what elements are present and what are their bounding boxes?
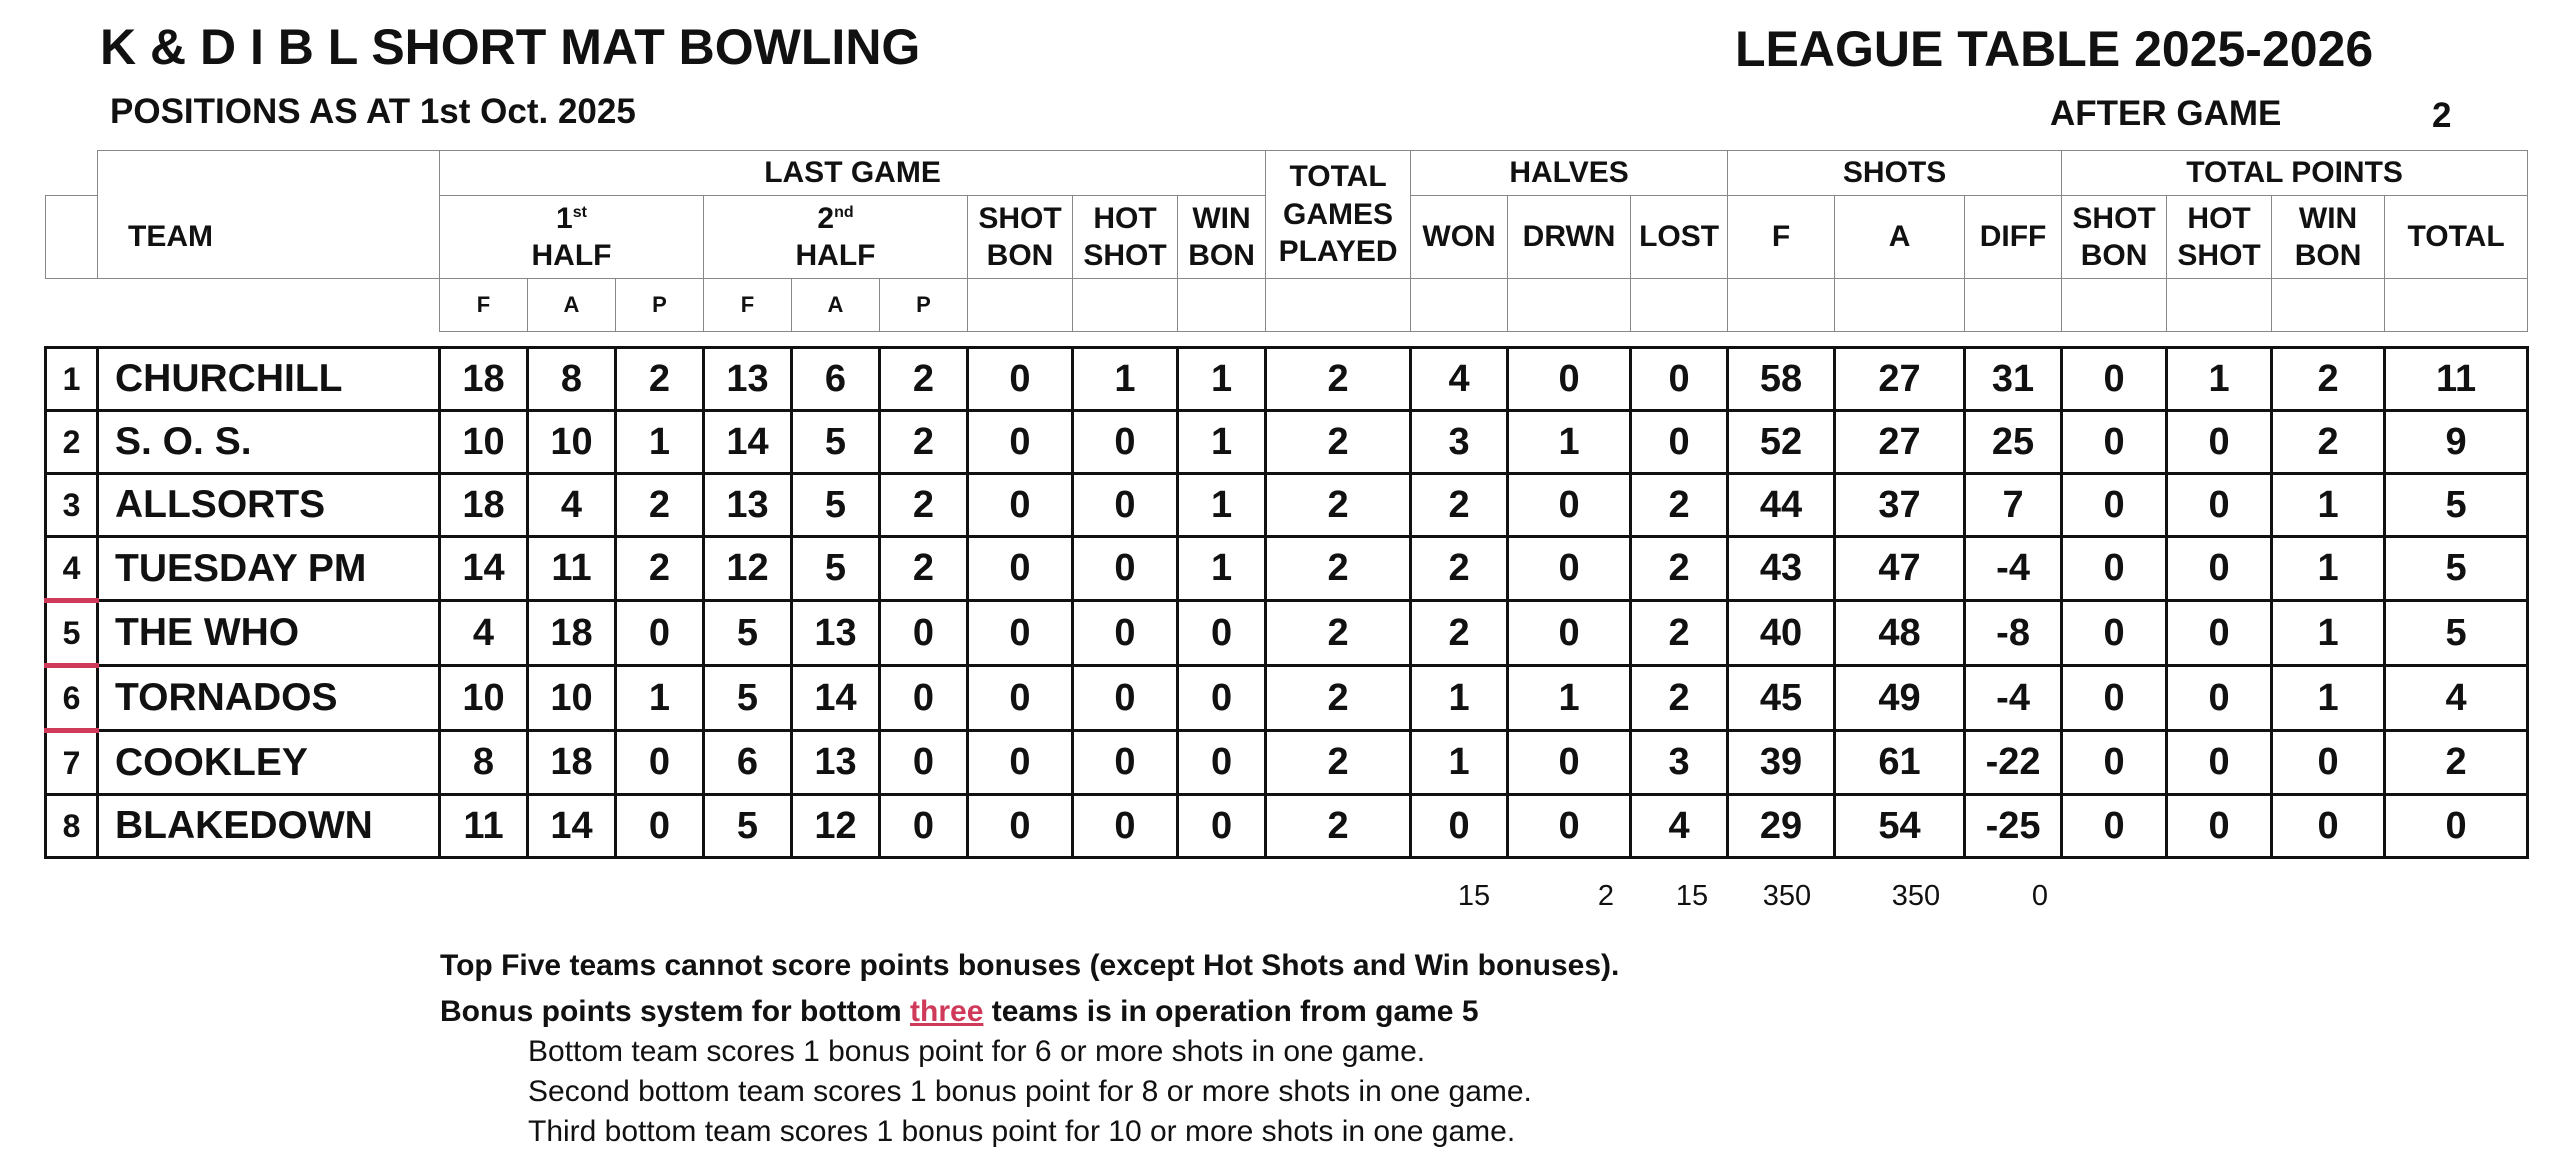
stat-cell: 7 [1965, 474, 2062, 537]
stat-cell: 0 [1508, 537, 1631, 601]
stat-cell: 8 [440, 731, 528, 795]
stat-cell: 5 [792, 537, 880, 601]
total-shots-f: 350 [1762, 880, 1812, 912]
stat-cell: 40 [1728, 601, 1835, 666]
stat-cell: 4 [1411, 348, 1508, 411]
stat-cell: 0 [2062, 731, 2167, 795]
stat-cell: 8 [528, 348, 616, 411]
stat-cell: 14 [704, 411, 792, 474]
note-third-bottom-team: Third bottom team scores 1 bonus point for 10 or more shots in one game. [528, 1115, 1516, 1148]
team-name-cell: ALLSORTS [98, 474, 440, 537]
stat-cell: 0 [968, 795, 1073, 858]
stat-cell: 1 [1178, 348, 1266, 411]
position-cell: 1 [46, 348, 98, 411]
stat-cell: 0 [2062, 601, 2167, 666]
stat-cell: 2 [1266, 666, 1411, 731]
positions-date: POSITIONS AS AT 1st Oct. 2025 [110, 92, 636, 131]
stat-cell: 13 [704, 474, 792, 537]
position-cell: 2 [46, 411, 98, 474]
stat-cell: 0 [1073, 411, 1178, 474]
stat-cell: 2 [880, 474, 968, 537]
total-lost: 15 [1675, 880, 1709, 912]
stat-cell: 2 [1266, 795, 1411, 858]
stat-cell: 14 [440, 537, 528, 601]
team-name-cell: CHURCHILL [98, 348, 440, 411]
note-second-bottom-team: Second bottom team scores 1 bonus point for 8 or more shots in one game. [528, 1075, 1532, 1108]
stat-cell: 0 [1178, 666, 1266, 731]
stat-cell: 44 [1728, 474, 1835, 537]
stat-cell: 18 [440, 474, 528, 537]
stat-cell: 0 [2272, 795, 2385, 858]
stat-cell: 10 [440, 411, 528, 474]
stat-cell: 2 [1631, 474, 1728, 537]
stat-cell: 0 [2167, 411, 2272, 474]
stat-cell: 1 [616, 666, 704, 731]
stat-cell: 0 [1073, 666, 1178, 731]
stat-cell: 2 [1631, 601, 1728, 666]
stat-cell: 0 [880, 731, 968, 795]
stat-cell: 1 [2272, 474, 2385, 537]
stat-cell: 2 [1266, 537, 1411, 601]
stat-cell: 1 [1178, 537, 1266, 601]
stat-cell: 0 [1411, 795, 1508, 858]
stat-cell: 0 [616, 601, 704, 666]
stat-cell: 0 [968, 601, 1073, 666]
stat-cell: 0 [880, 666, 968, 731]
table-row [46, 601, 2528, 666]
header-won: WON [1411, 196, 1508, 279]
stat-cell: 0 [2167, 537, 2272, 601]
stat-cell: 1 [2167, 348, 2272, 411]
total-diff: 0 [2031, 880, 2049, 912]
header-total-points: TOTAL POINTS [2062, 151, 2528, 196]
stat-cell: 48 [1835, 601, 1965, 666]
stat-cell: 1 [1411, 731, 1508, 795]
stat-cell: 2 [1411, 474, 1508, 537]
stat-cell: 5 [704, 666, 792, 731]
stat-cell: 0 [2062, 348, 2167, 411]
stat-cell: 13 [704, 348, 792, 411]
stat-cell: 0 [1073, 601, 1178, 666]
notes [440, 940, 2440, 1152]
stat-cell: 18 [440, 348, 528, 411]
stat-cell: 1 [2272, 666, 2385, 731]
total-won: 15 [1457, 880, 1491, 912]
stat-cell: 0 [880, 795, 968, 858]
position-cell: 5 [46, 601, 98, 666]
stat-cell: 2 [2272, 411, 2385, 474]
stat-cell: 0 [1508, 795, 1631, 858]
header-first-half: 1st HALF [440, 196, 704, 279]
stat-cell: 0 [1508, 731, 1631, 795]
after-game-value: 2 [2432, 96, 2452, 135]
table-row [46, 666, 2528, 731]
stat-cell: 14 [792, 666, 880, 731]
stat-cell: 4 [440, 601, 528, 666]
stat-cell: 0 [1178, 601, 1266, 666]
stat-cell: -25 [1965, 795, 2062, 858]
team-name-cell: THE WHO [98, 601, 440, 666]
table-title: LEAGUE TABLE 2025-2026 [1735, 21, 2374, 77]
stat-cell: 0 [2167, 474, 2272, 537]
stat-cell: 2 [1266, 601, 1411, 666]
note-bonus-system: Bonus points system for bottom three teams is in operation from game 5 [440, 995, 1479, 1028]
stat-cell: 1 [1508, 666, 1631, 731]
team-name-cell: TORNADOS [98, 666, 440, 731]
header-halves: HALVES [1411, 151, 1728, 196]
stat-cell: 2 [1266, 474, 1411, 537]
stat-cell: 0 [2062, 411, 2167, 474]
stat-cell: -4 [1965, 666, 2062, 731]
total-drwn: 2 [1597, 880, 1615, 912]
stat-cell: 2 [1266, 731, 1411, 795]
stat-cell: 6 [792, 348, 880, 411]
stat-cell: 31 [1965, 348, 2062, 411]
header-diff: DIFF [1965, 196, 2062, 279]
stat-cell: 2 [2385, 731, 2528, 795]
stat-cell: 47 [1835, 537, 1965, 601]
league-table [44, 150, 2529, 859]
header-drwn: DRWN [1508, 196, 1631, 279]
stat-cell: 11 [440, 795, 528, 858]
note-highlight-three: three [910, 995, 984, 1028]
stat-cell: 0 [968, 411, 1073, 474]
stat-cell: 5 [792, 474, 880, 537]
table-row [46, 731, 2528, 795]
stat-cell: 0 [2167, 666, 2272, 731]
header-h1-a: A [528, 279, 616, 332]
header-total: TOTAL [2385, 196, 2528, 279]
stat-cell: 18 [528, 601, 616, 666]
stat-cell: 39 [1728, 731, 1835, 795]
stat-cell: 10 [528, 411, 616, 474]
position-cell: 8 [46, 795, 98, 858]
stat-cell: 52 [1728, 411, 1835, 474]
stat-cell: 58 [1728, 348, 1835, 411]
header-points-shot-bon: SHOT BON [2062, 196, 2167, 279]
stat-cell: 0 [2272, 731, 2385, 795]
stat-cell: 6 [704, 731, 792, 795]
header-h1-p: P [616, 279, 704, 332]
stat-cell: 1 [1073, 348, 1178, 411]
stat-cell: 18 [528, 731, 616, 795]
position-cell: 4 [46, 537, 98, 601]
table-row [46, 474, 2528, 537]
league-title: K & D I B L SHORT MAT BOWLING [100, 19, 921, 75]
table-row [46, 411, 2528, 474]
team-name-cell: S. O. S. [98, 411, 440, 474]
stat-cell: 29 [1728, 795, 1835, 858]
stat-cell: 2 [1411, 601, 1508, 666]
stat-cell: 0 [880, 601, 968, 666]
header-h2-a: A [792, 279, 880, 332]
stat-cell: 27 [1835, 411, 1965, 474]
stat-cell: 10 [528, 666, 616, 731]
stat-cell: 2 [1631, 537, 1728, 601]
stat-cell: 0 [968, 731, 1073, 795]
stat-cell: 0 [616, 731, 704, 795]
stat-cell: 2 [880, 348, 968, 411]
header-shot-bon: SHOT BON [968, 196, 1073, 279]
stat-cell: 0 [1178, 795, 1266, 858]
stat-cell: 2 [616, 348, 704, 411]
stat-cell: 1 [1411, 666, 1508, 731]
stat-cell: 12 [704, 537, 792, 601]
header-h2-f: F [704, 279, 792, 332]
stat-cell: 0 [1073, 731, 1178, 795]
header-points-hot-shot: HOT SHOT [2167, 196, 2272, 279]
stat-cell: 49 [1835, 666, 1965, 731]
stat-cell: 0 [2062, 537, 2167, 601]
stat-cell: 1 [2272, 537, 2385, 601]
stat-cell: 13 [792, 731, 880, 795]
position-cell: 7 [46, 731, 98, 795]
position-cell: 3 [46, 474, 98, 537]
stat-cell: 10 [440, 666, 528, 731]
table-row [46, 537, 2528, 601]
header-h2-p: P [880, 279, 968, 332]
stat-cell: 0 [1073, 474, 1178, 537]
stat-cell: 0 [968, 537, 1073, 601]
stat-cell: 1 [2272, 601, 2385, 666]
stat-cell: 2 [880, 537, 968, 601]
header-second-half: 2nd HALF [704, 196, 968, 279]
stat-cell: 0 [1631, 411, 1728, 474]
header-h1-f: F [440, 279, 528, 332]
stat-cell: 13 [792, 601, 880, 666]
header-shots-f: F [1728, 196, 1835, 279]
stat-cell: 3 [1411, 411, 1508, 474]
stat-cell: 9 [2385, 411, 2528, 474]
table-row [46, 795, 2528, 858]
total-shots-a: 350 [1891, 880, 1941, 912]
stat-cell: 5 [704, 795, 792, 858]
stat-cell: 0 [1508, 601, 1631, 666]
header-shots: SHOTS [1728, 151, 2062, 196]
stat-cell: 0 [968, 474, 1073, 537]
header-team: TEAM [98, 196, 440, 279]
team-name-cell: TUESDAY PM [98, 537, 440, 601]
header-total-games-played: TOTAL GAMES PLAYED [1266, 151, 1411, 279]
stat-cell: -22 [1965, 731, 2062, 795]
stat-cell: 4 [1631, 795, 1728, 858]
team-name-cell: BLAKEDOWN [98, 795, 440, 858]
stat-cell: 5 [2385, 537, 2528, 601]
stat-cell: 0 [2062, 666, 2167, 731]
note-bottom-team: Bottom team scores 1 bonus point for 6 or more shots in one game. [528, 1035, 1426, 1068]
stat-cell: 14 [528, 795, 616, 858]
stat-cell: 1 [1508, 411, 1631, 474]
stat-cell: 12 [792, 795, 880, 858]
header-last-game: LAST GAME [440, 151, 1266, 196]
stat-cell: 0 [2167, 601, 2272, 666]
header-lost: LOST [1631, 196, 1728, 279]
team-name-cell: COOKLEY [98, 731, 440, 795]
stat-cell: 0 [1631, 348, 1728, 411]
stat-cell: 2 [616, 537, 704, 601]
stat-cell: 1 [1178, 411, 1266, 474]
stat-cell: 0 [2062, 795, 2167, 858]
stat-cell: 2 [1411, 537, 1508, 601]
stat-cell: 0 [2385, 795, 2528, 858]
stat-cell: 2 [1631, 666, 1728, 731]
stat-cell: 5 [2385, 474, 2528, 537]
position-cell: 6 [46, 666, 98, 731]
stat-cell: 0 [2062, 474, 2167, 537]
stat-cell: 11 [2385, 348, 2528, 411]
stat-cell: 0 [1508, 474, 1631, 537]
stat-cell: 4 [528, 474, 616, 537]
stat-cell: 0 [1178, 731, 1266, 795]
stat-cell: 0 [968, 666, 1073, 731]
stat-cell: 25 [1965, 411, 2062, 474]
stat-cell: 27 [1835, 348, 1965, 411]
stat-cell: 0 [2167, 795, 2272, 858]
header-hot-shot: HOT SHOT [1073, 196, 1178, 279]
stat-cell: 3 [1631, 731, 1728, 795]
header-win-bon: WIN BON [1178, 196, 1266, 279]
stat-cell: 0 [616, 795, 704, 858]
stat-cell: 2 [2272, 348, 2385, 411]
stat-cell: 45 [1728, 666, 1835, 731]
stat-cell: 2 [880, 411, 968, 474]
stat-cell: 2 [1266, 348, 1411, 411]
stat-cell: 1 [1178, 474, 1266, 537]
stat-cell: -8 [1965, 601, 2062, 666]
stat-cell: 0 [1073, 537, 1178, 601]
stat-cell: 2 [616, 474, 704, 537]
stat-cell: 5 [2385, 601, 2528, 666]
stat-cell: 61 [1835, 731, 1965, 795]
stat-cell: 0 [968, 348, 1073, 411]
after-game-label: AFTER GAME [2050, 94, 2282, 133]
stat-cell: 4 [2385, 666, 2528, 731]
stat-cell: 0 [1073, 795, 1178, 858]
stat-cell: 0 [2167, 731, 2272, 795]
header-points-win-bon: WIN BON [2272, 196, 2385, 279]
header-shots-a: A [1835, 196, 1965, 279]
stat-cell: 5 [704, 601, 792, 666]
stat-cell: 37 [1835, 474, 1965, 537]
stat-cell: 5 [792, 411, 880, 474]
stat-cell: 43 [1728, 537, 1835, 601]
stat-cell: 1 [616, 411, 704, 474]
stat-cell: -4 [1965, 537, 2062, 601]
stat-cell: 11 [528, 537, 616, 601]
stat-cell: 2 [1266, 411, 1411, 474]
note-top-five: Top Five teams cannot score points bonuses (except Hot Shots and Win bonuses). [440, 949, 1620, 982]
stat-cell: 54 [1835, 795, 1965, 858]
table-row [46, 348, 2528, 411]
stat-cell: 0 [1508, 348, 1631, 411]
